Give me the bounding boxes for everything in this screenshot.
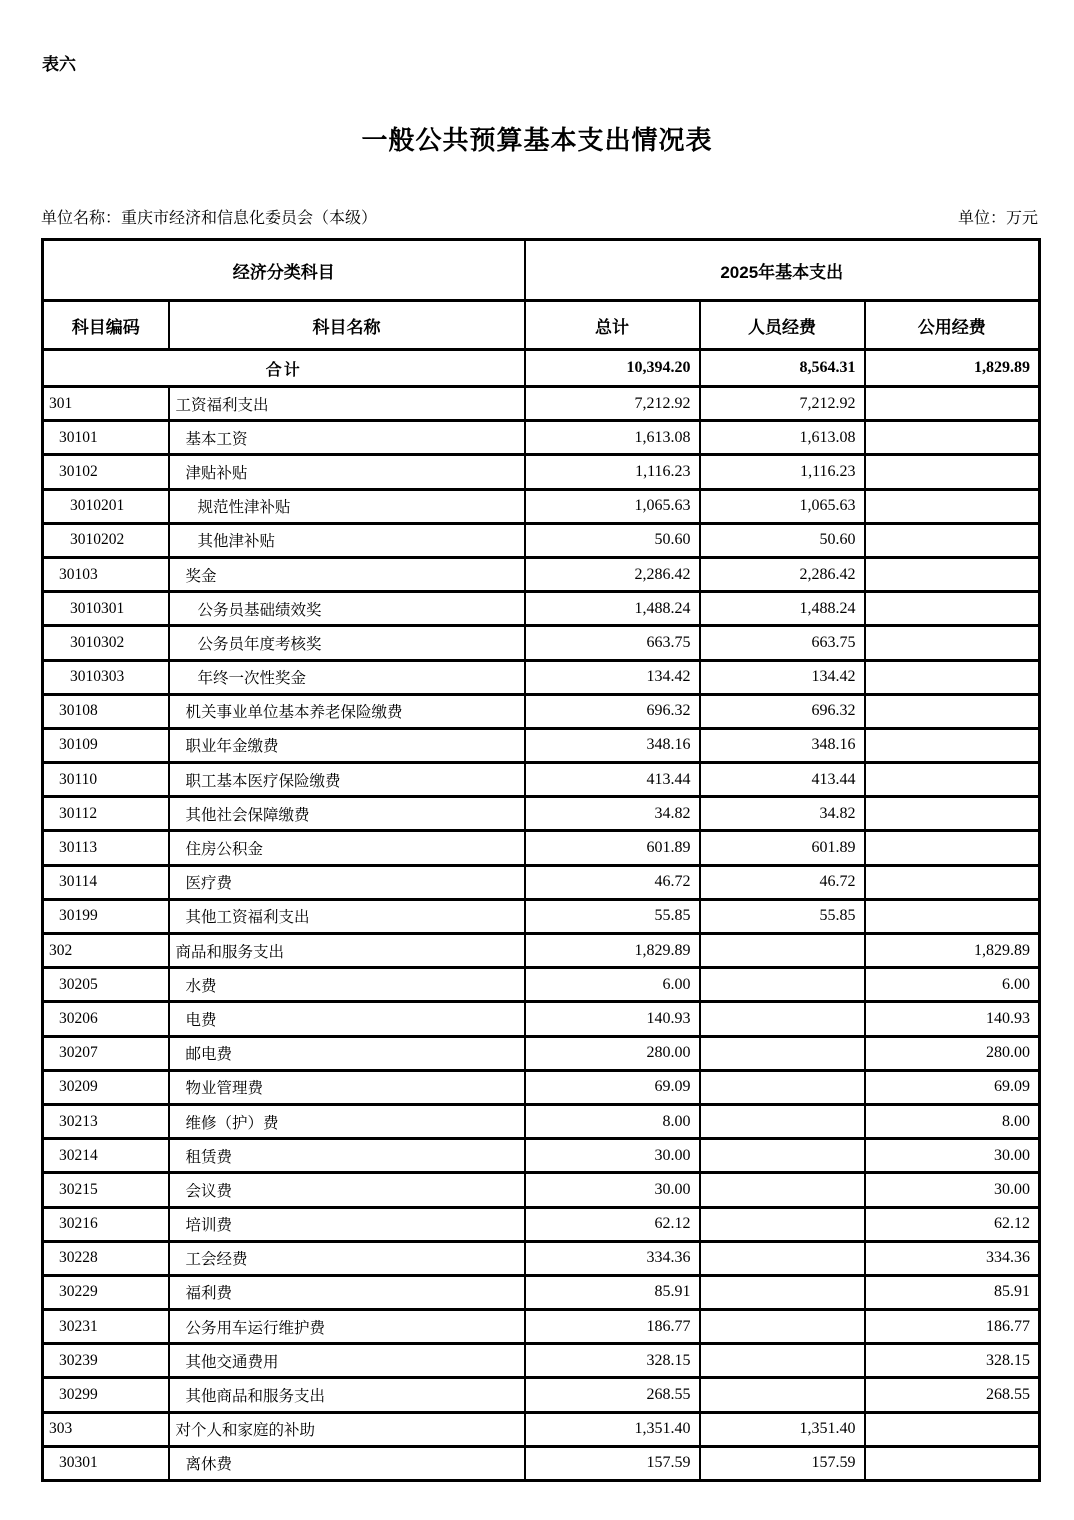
subject-code-cell: 30102 xyxy=(43,455,169,489)
total-cell: 50.60 xyxy=(525,523,700,557)
table-row xyxy=(43,728,1040,762)
budget-table xyxy=(41,238,1041,1482)
subject-code-cell: 30209 xyxy=(43,1070,169,1104)
total-cell: 1,613.08 xyxy=(525,421,700,455)
subject-name-cell: 商品和服务支出 xyxy=(169,934,525,968)
total-cell: 34.82 xyxy=(525,797,700,831)
table-row xyxy=(43,387,1040,421)
subject-name-cell: 培训费 xyxy=(169,1207,525,1241)
total-cell: 334.36 xyxy=(525,1241,700,1275)
header-columns-row xyxy=(43,301,1040,350)
total-cell: 30.00 xyxy=(525,1173,700,1207)
total-cell: 55.85 xyxy=(525,899,700,933)
subject-name-cell: 公务员年度考核奖 xyxy=(169,626,525,660)
subject-name-cell: 公务用车运行维护费 xyxy=(169,1310,525,1344)
subject-code-cell: 30215 xyxy=(43,1173,169,1207)
header-subject-code: 科目编码 xyxy=(43,301,169,350)
table-row xyxy=(43,1275,1040,1309)
subject-code-cell: 30229 xyxy=(43,1275,169,1309)
total-cell: 348.16 xyxy=(525,728,700,762)
table-row xyxy=(43,968,1040,1002)
total-cell: 8.00 xyxy=(525,1104,700,1138)
public-funds-cell: 85.91 xyxy=(865,1275,1040,1309)
total-cell: 62.12 xyxy=(525,1207,700,1241)
total-cell: 328.15 xyxy=(525,1344,700,1378)
personnel-funds-cell xyxy=(700,1002,865,1036)
subject-code-cell: 302 xyxy=(43,934,169,968)
subject-name-cell: 津贴补贴 xyxy=(169,455,525,489)
public-funds-cell xyxy=(865,899,1040,933)
header-economic-classification: 经济分类科目 xyxy=(43,240,525,301)
subject-name-cell: 会议费 xyxy=(169,1173,525,1207)
table-row xyxy=(43,660,1040,694)
subject-name-cell: 医疗费 xyxy=(169,865,525,899)
table-row xyxy=(43,1344,1040,1378)
subject-code-cell: 30239 xyxy=(43,1344,169,1378)
total-cell: 1,488.24 xyxy=(525,592,700,626)
subject-code-cell: 3010302 xyxy=(43,626,169,660)
public-funds-cell: 186.77 xyxy=(865,1310,1040,1344)
personnel-funds-cell xyxy=(700,1378,865,1412)
subject-code-cell: 30113 xyxy=(43,831,169,865)
public-funds-cell xyxy=(865,763,1040,797)
header-total: 总计 xyxy=(525,301,700,350)
public-funds-cell xyxy=(865,865,1040,899)
total-cell: 134.42 xyxy=(525,660,700,694)
public-funds-cell xyxy=(865,387,1040,421)
personnel-funds-cell: 1,613.08 xyxy=(700,421,865,455)
subject-name-cell: 职工基本医疗保险缴费 xyxy=(169,763,525,797)
table-row xyxy=(43,1036,1040,1070)
total-cell: 7,212.92 xyxy=(525,387,700,421)
personnel-funds-cell: 7,212.92 xyxy=(700,387,865,421)
table-row xyxy=(43,523,1040,557)
total-cell: 601.89 xyxy=(525,831,700,865)
table-row xyxy=(43,1207,1040,1241)
subject-name-cell: 规范性津补贴 xyxy=(169,489,525,523)
table-row xyxy=(43,1173,1040,1207)
header-personnel-funds: 人员经费 xyxy=(700,301,865,350)
subject-code-cell: 30108 xyxy=(43,694,169,728)
subject-name-cell: 物业管理费 xyxy=(169,1070,525,1104)
total-cell: 85.91 xyxy=(525,1275,700,1309)
subject-code-cell: 30101 xyxy=(43,421,169,455)
personnel-funds-cell xyxy=(700,1344,865,1378)
table-row xyxy=(43,934,1040,968)
total-row xyxy=(43,350,1040,387)
public-funds-cell xyxy=(865,626,1040,660)
public-funds-cell xyxy=(865,728,1040,762)
personnel-funds-cell xyxy=(700,1070,865,1104)
subject-code-cell: 3010301 xyxy=(43,592,169,626)
table-header xyxy=(43,240,1040,350)
public-funds-cell xyxy=(865,1412,1040,1446)
public-funds-cell: 334.36 xyxy=(865,1241,1040,1275)
total-row-label: 合计 xyxy=(43,350,525,387)
public-funds-cell: 328.15 xyxy=(865,1344,1040,1378)
subject-name-cell: 其他工资福利支出 xyxy=(169,899,525,933)
personnel-funds-cell xyxy=(700,1241,865,1275)
public-funds-cell xyxy=(865,797,1040,831)
personnel-funds-cell: 348.16 xyxy=(700,728,865,762)
subject-code-cell: 30301 xyxy=(43,1446,169,1480)
personnel-funds-cell: 50.60 xyxy=(700,523,865,557)
subject-name-cell: 机关事业单位基本养老保险缴费 xyxy=(169,694,525,728)
personnel-funds-cell: 413.44 xyxy=(700,763,865,797)
table-row xyxy=(43,831,1040,865)
total-cell: 413.44 xyxy=(525,763,700,797)
header-public-funds: 公用经费 xyxy=(865,301,1040,350)
table-row xyxy=(43,1378,1040,1412)
table-row xyxy=(43,455,1040,489)
table-body xyxy=(43,350,1040,1481)
public-funds-cell xyxy=(865,455,1040,489)
header-2025-basic-expenditure: 2025年基本支出 xyxy=(525,240,1040,301)
total-cell: 6.00 xyxy=(525,968,700,1002)
table-row xyxy=(43,421,1040,455)
public-funds-cell: 280.00 xyxy=(865,1036,1040,1070)
total-cell: 663.75 xyxy=(525,626,700,660)
public-funds-cell: 30.00 xyxy=(865,1139,1040,1173)
personnel-funds-cell xyxy=(700,1104,865,1138)
subject-code-cell: 30231 xyxy=(43,1310,169,1344)
public-funds-cell xyxy=(865,523,1040,557)
subject-code-cell: 30213 xyxy=(43,1104,169,1138)
subject-code-cell: 30205 xyxy=(43,968,169,1002)
total-row-public-cell: 1,829.89 xyxy=(865,350,1040,387)
public-funds-cell: 268.55 xyxy=(865,1378,1040,1412)
personnel-funds-cell: 696.32 xyxy=(700,694,865,728)
public-funds-cell xyxy=(865,592,1040,626)
total-cell: 268.55 xyxy=(525,1378,700,1412)
subject-name-cell: 水费 xyxy=(169,968,525,1002)
personnel-funds-cell xyxy=(700,1207,865,1241)
table-row xyxy=(43,1104,1040,1138)
public-funds-cell xyxy=(865,831,1040,865)
personnel-funds-cell: 157.59 xyxy=(700,1446,865,1480)
table-row xyxy=(43,489,1040,523)
subject-name-cell: 福利费 xyxy=(169,1275,525,1309)
subject-code-cell: 30207 xyxy=(43,1036,169,1070)
table-row xyxy=(43,626,1040,660)
personnel-funds-cell xyxy=(700,1139,865,1173)
subject-name-cell: 其他交通费用 xyxy=(169,1344,525,1378)
subject-code-cell: 3010303 xyxy=(43,660,169,694)
total-cell: 140.93 xyxy=(525,1002,700,1036)
personnel-funds-cell: 1,488.24 xyxy=(700,592,865,626)
subject-name-cell: 其他商品和服务支出 xyxy=(169,1378,525,1412)
subject-name-cell: 奖金 xyxy=(169,557,525,591)
subject-code-cell: 30299 xyxy=(43,1378,169,1412)
public-funds-cell xyxy=(865,1446,1040,1480)
table-row xyxy=(43,592,1040,626)
table-row xyxy=(43,1002,1040,1036)
public-funds-cell: 69.09 xyxy=(865,1070,1040,1104)
subject-name-cell: 年终一次性奖金 xyxy=(169,660,525,694)
public-funds-cell xyxy=(865,489,1040,523)
public-funds-cell: 30.00 xyxy=(865,1173,1040,1207)
subject-code-cell: 301 xyxy=(43,387,169,421)
public-funds-cell: 6.00 xyxy=(865,968,1040,1002)
public-funds-cell xyxy=(865,557,1040,591)
meta-row xyxy=(41,205,1038,228)
table-row xyxy=(43,694,1040,728)
table-row xyxy=(43,763,1040,797)
personnel-funds-cell xyxy=(700,1173,865,1207)
subject-name-cell: 工会经费 xyxy=(169,1241,525,1275)
personnel-funds-cell: 55.85 xyxy=(700,899,865,933)
table-row xyxy=(43,1412,1040,1446)
total-cell: 30.00 xyxy=(525,1139,700,1173)
subject-name-cell: 公务员基础绩效奖 xyxy=(169,592,525,626)
public-funds-cell: 1,829.89 xyxy=(865,934,1040,968)
total-cell: 186.77 xyxy=(525,1310,700,1344)
subject-code-cell: 30206 xyxy=(43,1002,169,1036)
total-row-total-cell: 10,394.20 xyxy=(525,350,700,387)
subject-name-cell: 离休费 xyxy=(169,1446,525,1480)
total-cell: 69.09 xyxy=(525,1070,700,1104)
table-row xyxy=(43,1070,1040,1104)
subject-code-cell: 30109 xyxy=(43,728,169,762)
personnel-funds-cell xyxy=(700,1275,865,1309)
table-number-label: 表六 xyxy=(42,55,76,74)
personnel-funds-cell: 601.89 xyxy=(700,831,865,865)
header-group-row xyxy=(43,240,1040,301)
subject-code-cell: 30228 xyxy=(43,1241,169,1275)
personnel-funds-cell: 1,116.23 xyxy=(700,455,865,489)
total-cell: 1,116.23 xyxy=(525,455,700,489)
personnel-funds-cell: 34.82 xyxy=(700,797,865,831)
subject-code-cell: 30114 xyxy=(43,865,169,899)
subject-code-cell: 30103 xyxy=(43,557,169,591)
public-funds-cell xyxy=(865,660,1040,694)
subject-name-cell: 工资福利支出 xyxy=(169,387,525,421)
subject-name-cell: 租赁费 xyxy=(169,1139,525,1173)
subject-name-cell: 住房公积金 xyxy=(169,831,525,865)
public-funds-cell: 140.93 xyxy=(865,1002,1040,1036)
table-row xyxy=(43,797,1040,831)
unit-name-label: 单位名称：重庆市经济和信息化委员会（本级） xyxy=(41,210,378,227)
personnel-funds-cell: 134.42 xyxy=(700,660,865,694)
public-funds-cell: 8.00 xyxy=(865,1104,1040,1138)
subject-code-cell: 303 xyxy=(43,1412,169,1446)
subject-name-cell: 邮电费 xyxy=(169,1036,525,1070)
table-row xyxy=(43,1310,1040,1344)
total-cell: 1,829.89 xyxy=(525,934,700,968)
subject-code-cell: 30112 xyxy=(43,797,169,831)
table-row xyxy=(43,865,1040,899)
unit-of-measure-label: 单位：万元 xyxy=(957,210,1038,227)
total-cell: 696.32 xyxy=(525,694,700,728)
table-row xyxy=(43,1241,1040,1275)
subject-code-cell: 3010201 xyxy=(43,489,169,523)
subject-code-cell: 30216 xyxy=(43,1207,169,1241)
total-cell: 280.00 xyxy=(525,1036,700,1070)
subject-code-cell: 3010202 xyxy=(43,523,169,557)
personnel-funds-cell xyxy=(700,1310,865,1344)
subject-name-cell: 维修（护）费 xyxy=(169,1104,525,1138)
personnel-funds-cell xyxy=(700,968,865,1002)
total-cell: 2,286.42 xyxy=(525,557,700,591)
table-row xyxy=(43,899,1040,933)
personnel-funds-cell xyxy=(700,934,865,968)
personnel-funds-cell: 46.72 xyxy=(700,865,865,899)
personnel-funds-cell: 2,286.42 xyxy=(700,557,865,591)
public-funds-cell xyxy=(865,694,1040,728)
subject-name-cell: 职业年金缴费 xyxy=(169,728,525,762)
personnel-funds-cell xyxy=(700,1036,865,1070)
total-cell: 157.59 xyxy=(525,1446,700,1480)
subject-code-cell: 30214 xyxy=(43,1139,169,1173)
subject-name-cell: 其他社会保障缴费 xyxy=(169,797,525,831)
total-row-personnel-cell: 8,564.31 xyxy=(700,350,865,387)
public-funds-cell: 62.12 xyxy=(865,1207,1040,1241)
subject-name-cell: 基本工资 xyxy=(169,421,525,455)
total-cell: 46.72 xyxy=(525,865,700,899)
page-title: 一般公共预算基本支出情况表 xyxy=(361,126,713,155)
personnel-funds-cell: 1,351.40 xyxy=(700,1412,865,1446)
subject-code-cell: 30110 xyxy=(43,763,169,797)
total-cell: 1,351.40 xyxy=(525,1412,700,1446)
table-row xyxy=(43,1446,1040,1480)
subject-name-cell: 电费 xyxy=(169,1002,525,1036)
personnel-funds-cell: 663.75 xyxy=(700,626,865,660)
table-row xyxy=(43,1139,1040,1173)
subject-name-cell: 其他津补贴 xyxy=(169,523,525,557)
header-subject-name: 科目名称 xyxy=(169,301,525,350)
personnel-funds-cell: 1,065.63 xyxy=(700,489,865,523)
public-funds-cell xyxy=(865,421,1040,455)
subject-code-cell: 30199 xyxy=(43,899,169,933)
table-row xyxy=(43,557,1040,591)
subject-name-cell: 对个人和家庭的补助 xyxy=(169,1412,525,1446)
total-cell: 1,065.63 xyxy=(525,489,700,523)
